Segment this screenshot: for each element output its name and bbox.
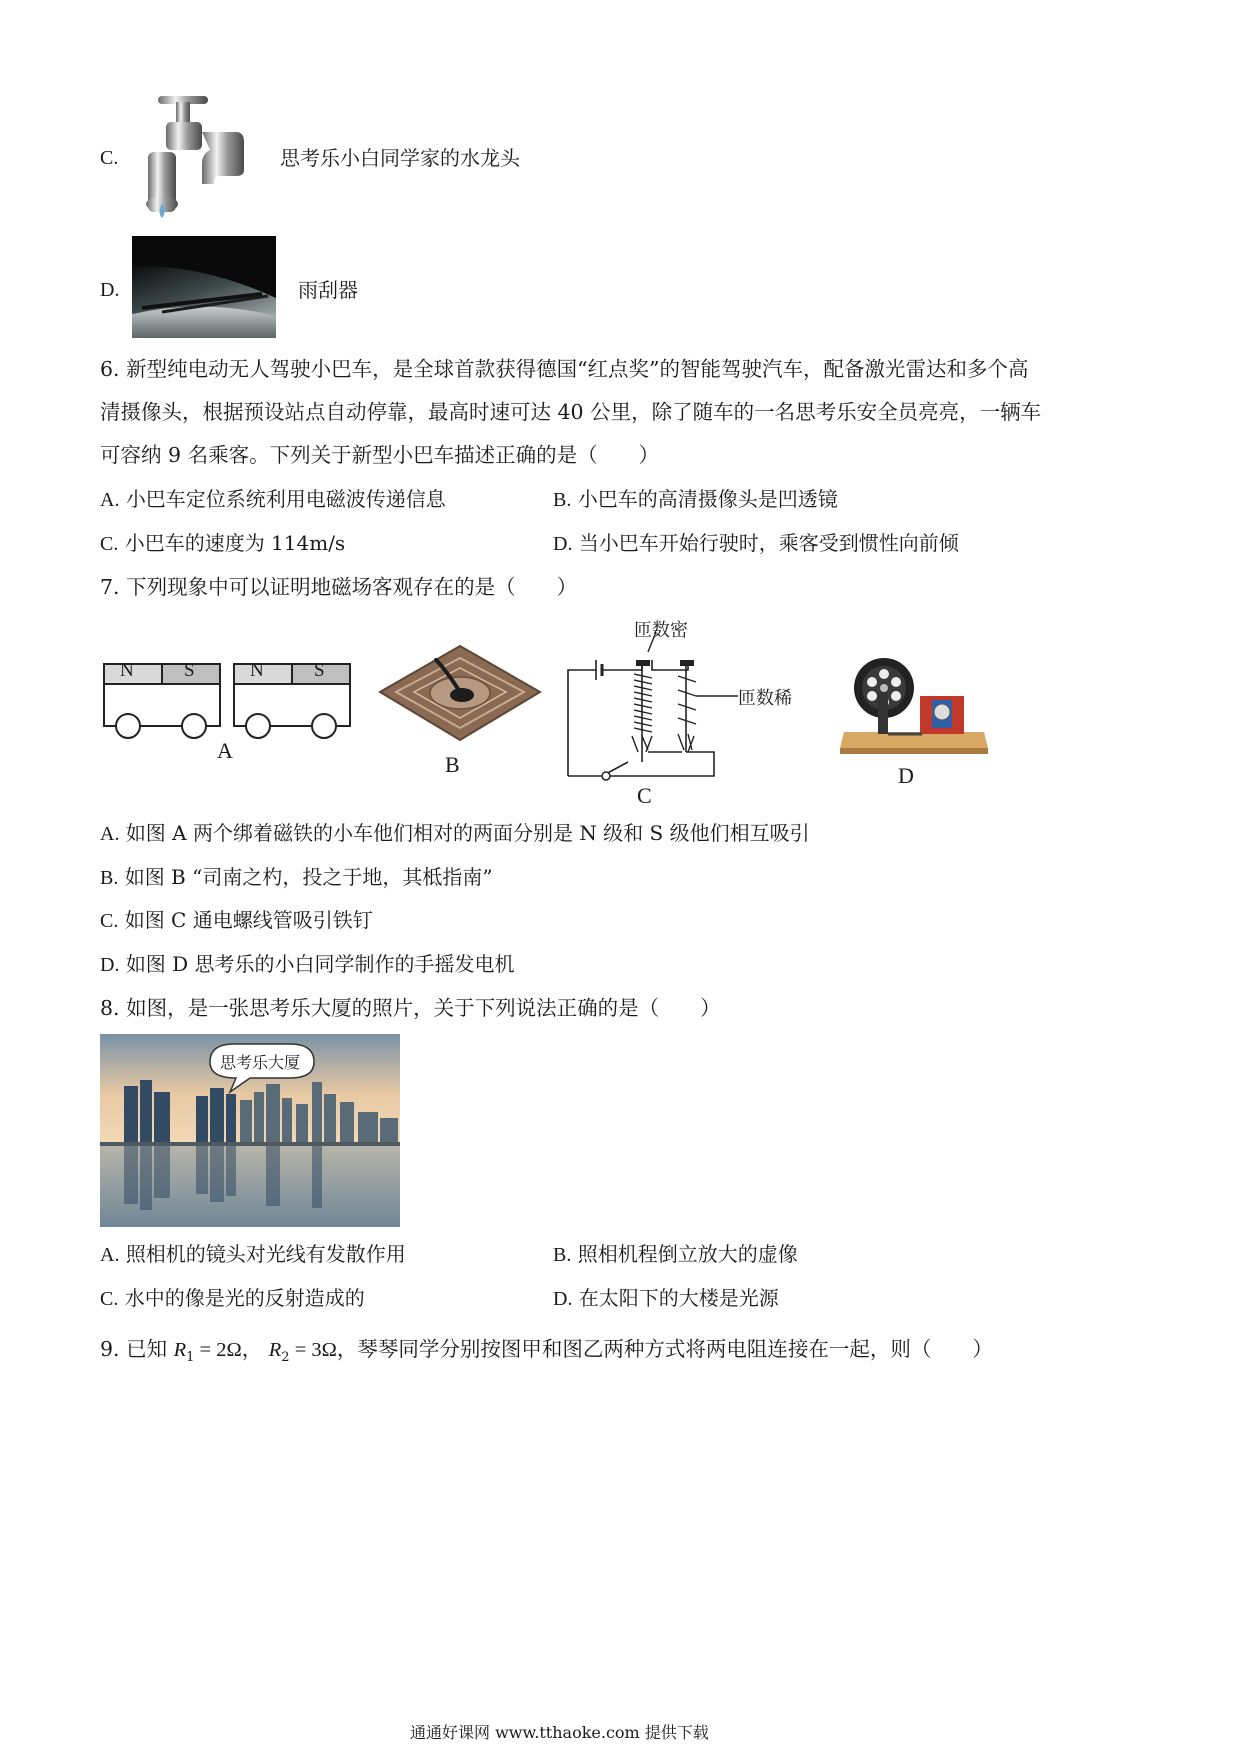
r1-subscript: 1 — [186, 1350, 195, 1366]
q7-figure-d — [838, 652, 990, 760]
option-letter: C. — [100, 1288, 119, 1310]
option-letter: D. — [553, 533, 573, 555]
magnet2-s-label: S — [314, 660, 325, 681]
option-text: 如图 B “司南之杓，投之于地，其柢指南” — [124, 865, 493, 889]
sparse-coil-label: 匝数稀 — [738, 688, 792, 709]
q7-stem: 7. 下列现象中可以证明地磁场客观存在的是（ ） — [100, 575, 578, 599]
option-letter: B. — [100, 867, 119, 889]
option-letter: B. — [553, 489, 572, 511]
q6-stem-line1: 6. 新型纯电动无人驾驶小巴车，是全球首款获得德国“红点奖”的智能驾驶汽车，配备激光雷达和多个高 — [100, 357, 1029, 381]
q5-option-c-caption: 思考乐小白同学家的水龙头 — [280, 146, 520, 170]
q8-option-b[interactable] — [553, 1242, 798, 1267]
q7-figure-a-label: A — [217, 738, 233, 763]
q8-option-a[interactable] — [100, 1242, 406, 1267]
sinan-compass-image — [376, 640, 544, 750]
hand-crank-generator-image — [838, 652, 990, 760]
option-text: 小巴车的高清摄像头是凹透镜 — [577, 487, 838, 511]
q6-option-b[interactable] — [553, 487, 838, 512]
q7-option-d[interactable] — [100, 952, 515, 977]
option-letter: A. — [100, 1244, 120, 1266]
option-text: 如图 A 两个绑着磁铁的小车他们相对的两面分别是 N 级和 S 级他们相互吸引 — [125, 821, 810, 845]
q6-option-d[interactable] — [553, 531, 959, 556]
page-footer: 通通好课网 www.tthaoke.com 提供下载 — [410, 1723, 709, 1742]
q9-suffix: ，琴琴同学分别按图甲和图乙两种方式将两电阻连接在一起，则（ ） — [336, 1337, 993, 1361]
faucet-image — [128, 92, 248, 222]
option-text: 如图 D 思考乐的小白同学制作的手摇发电机 — [125, 952, 515, 976]
q7-figure-c-label: C — [637, 783, 652, 808]
q9-prefix: 9. 已知 — [100, 1337, 168, 1361]
option-letter: C. — [100, 910, 119, 932]
q7-figure-b-label: B — [445, 752, 460, 777]
q7-option-b[interactable] — [100, 865, 493, 890]
building-photo — [100, 1034, 400, 1227]
q6-option-c[interactable] — [100, 531, 345, 556]
q9-stem — [100, 1337, 993, 1370]
q5-option-c-letter: C. — [100, 147, 119, 169]
option-letter: B. — [553, 1244, 572, 1266]
option-letter: A. — [100, 823, 120, 845]
option-letter: D. — [100, 954, 120, 976]
photo-bubble-label: 思考乐大厦 — [220, 1053, 301, 1072]
option-letter: D. — [553, 1288, 573, 1310]
q6-option-a[interactable] — [100, 487, 446, 512]
option-text: 如图 C 通电螺线管吸引铁钉 — [124, 908, 373, 932]
r1-symbol: R — [173, 1339, 187, 1361]
r1-value: = 2Ω， — [194, 1339, 263, 1361]
q7-figure-c — [562, 612, 814, 812]
dense-coil-label: 匝数密 — [634, 620, 688, 641]
q7-figure-d-label: D — [898, 763, 914, 788]
option-letter: A. — [100, 489, 120, 511]
option-text: 当小巴车开始行驶时，乘客受到惯性向前倾 — [578, 531, 959, 555]
magnet1-n-label: N — [120, 660, 134, 681]
magnet1-s-label: S — [184, 660, 195, 681]
q8-option-c[interactable] — [100, 1286, 365, 1311]
q7-figure-b — [376, 640, 544, 750]
r2-symbol: R — [268, 1339, 282, 1361]
q5-option-d-letter: D. — [100, 279, 120, 301]
option-text: 照相机程倒立放大的虚像 — [577, 1242, 798, 1266]
option-text: 照相机的镜头对光线有发散作用 — [125, 1242, 406, 1266]
q8-stem: 8. 如图，是一张思考乐大厦的照片，关于下列说法正确的是（ ） — [100, 996, 721, 1020]
q7-option-a[interactable] — [100, 821, 810, 846]
option-text: 小巴车定位系统利用电磁波传递信息 — [125, 487, 446, 511]
q5-option-d-caption: 雨刮器 — [298, 278, 358, 302]
option-text: 在太阳下的大楼是光源 — [578, 1286, 779, 1310]
magnet2-n-label: N — [250, 660, 264, 681]
q6-stem-line3: 可容纳 9 名乘客。下列关于新型小巴车描述正确的是（ ） — [100, 443, 660, 467]
electromagnet-circuit-diagram — [562, 612, 814, 812]
q8-option-d[interactable] — [553, 1286, 779, 1311]
r2-value: = 3Ω — [289, 1339, 337, 1361]
r2-subscript: 2 — [281, 1350, 290, 1366]
wiper-image — [132, 236, 276, 338]
option-text: 小巴车的速度为 114m/s — [124, 531, 346, 555]
q6-stem-line2: 清摄像头，根据预设站点自动停靠，最高时速可达 40 公里，除了随车的一名思考乐安全员亮亮，一辆车 — [100, 400, 1042, 424]
option-text: 水中的像是光的反射造成的 — [124, 1286, 365, 1310]
q7-option-c[interactable] — [100, 908, 373, 933]
option-letter: C. — [100, 533, 119, 555]
